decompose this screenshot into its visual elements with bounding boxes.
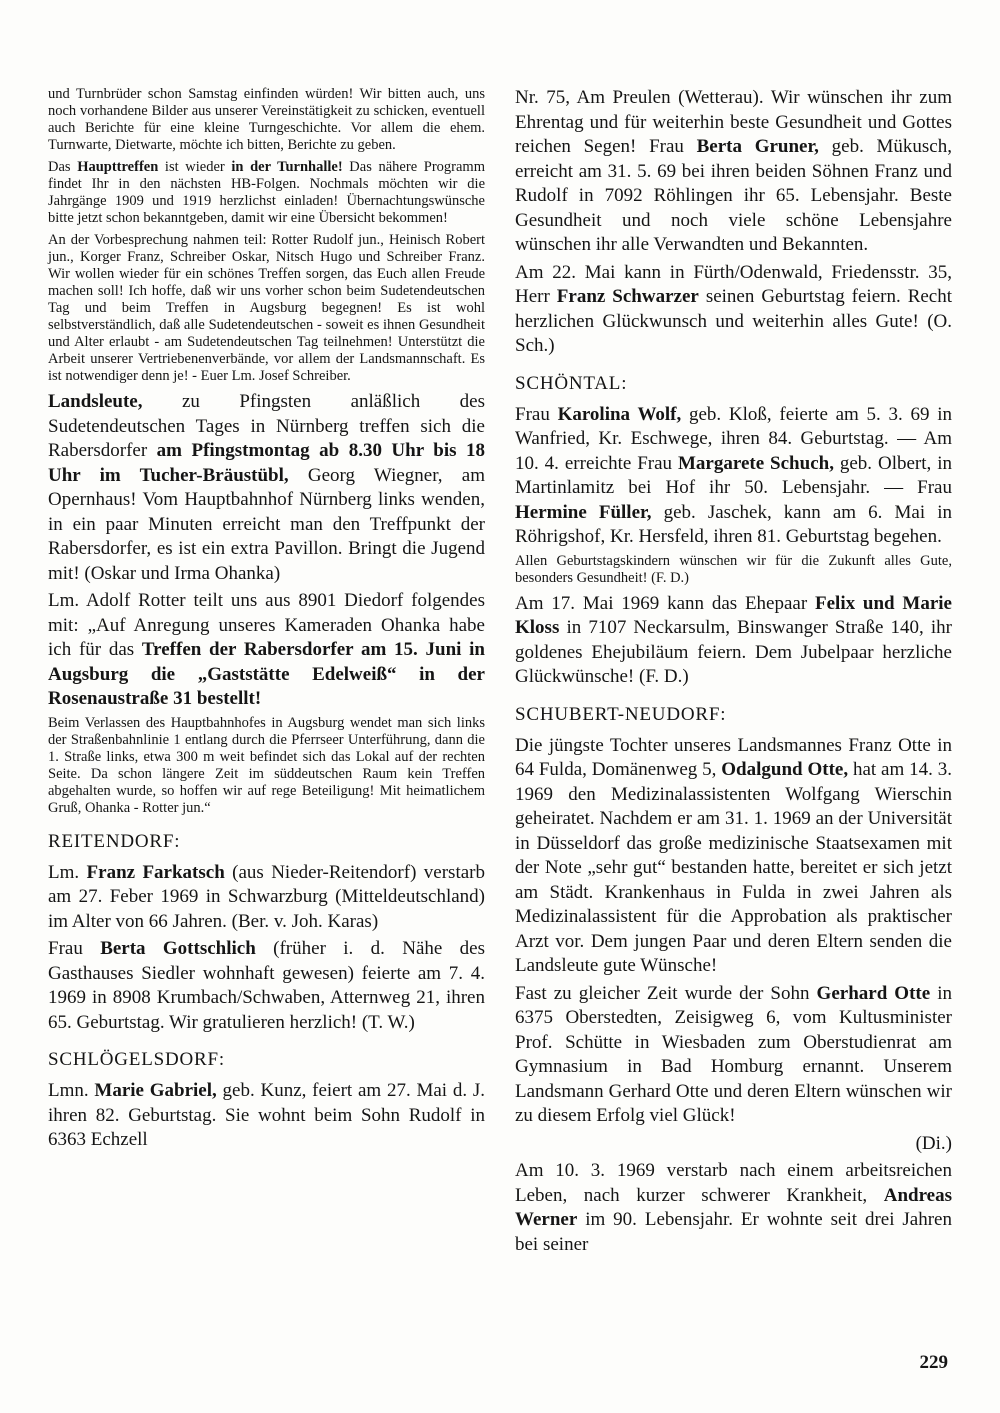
bold-text-run: Treffen der Rabersdorfer am 15. Juni in Augsburg die „Gaststätte Edelweiß“ in der Rosenaustraße 31 bestellt! — [48, 639, 485, 709]
section-heading — [515, 703, 952, 727]
bold-text-run: am Pfingstmontag ab 8.30 Uhr bis 18 Uhr im Tucher-Bräustübl, — [48, 440, 485, 486]
text-run: SCHLÖGELSDORF: — [48, 1049, 225, 1070]
text-run: in 7107 Neckarsulm, Binswanger Straße 140, ihr goldenes Ehejubiläum feiern. Dem Jubelpaar herzliche Glückwünsche! (F. D.) — [515, 617, 952, 687]
text-run: geb. Mükusch, erreicht am 31. 5. 69 bei ihren beiden Söhnen Franz und Rudolf in 7092 Röhlingen ihr 65. Lebensjahr. Beste Gesundheit und noch viele schöne Lebensjahre wünschen ihr alle Verwandten und Bekannten. — [515, 136, 952, 255]
paragraph — [48, 390, 485, 586]
bold-text-run: in der Turnhalle! — [231, 159, 343, 175]
bold-text-run: Odalgund Otte, — [721, 759, 849, 780]
text-run: REITENDORF: — [48, 830, 181, 852]
paragraph-small — [48, 232, 485, 385]
text-run: An der Vorbesprechung nahmen teil: Rotter Rudolf jun., Heinisch Robert jun., Korger Franz, Schreiber Oskar, Nitsch Hugo und Schreiber Franz. Wir wollen wieder für ein schönes Treffen sorgen, das Euch allen Freude machen soll! Ich hoffe, daß wir uns vorher schon beim Sudetendeutschen Tag und beim Treffen in Augsburg begegnen! Es ist wohl selbstverständlich, daß alle Sudetendeutschen - soweit es ihnen Gesundheit und Alter erlaubt - am Sudetendeutschen Tag teilnehmen! Unterstützt die Arbeit unserer Vertriebenenverbände, vor allem der Landsmannschaft. Es ist notwendiger denn je! - Euer Lm. Josef Schreiber. — [48, 232, 485, 384]
paragraph-small — [48, 86, 485, 154]
text-run: Beim Verlassen des Hauptbahnhofes in Augsburg wendet man sich links der Straßenbahnlinie 1 entlang durch die Pferrseer Unterführung, dann die 1. Straße links, etwa 300 m weit befindet sich das Lokal auf der rechten Seite. Da schon längere Zeit im süddeutschen Raum kein Treffen abgehalten wurde, so hoffen wir auf rege Beteiligung! Mit heimatlichem Gruß, Ohanka - Rotter jun.“ — [48, 714, 485, 816]
page-number: 229 — [919, 1352, 948, 1373]
text-run: Am 17. Mai 1969 kann das Ehepaar — [515, 592, 815, 614]
text-run: Lm. — [48, 861, 87, 883]
text-columns — [48, 86, 952, 1260]
text-run: seinen Geburtstag feiern. Recht herzlichen Glückwunsch und weiterhin alles Gute! (O. Sch.) — [515, 286, 953, 356]
text-run: Lm. Adolf Rotter teilt uns aus 8901 Diedorf folgendes mit: „Auf Anregung unseres Kameraden Ohanka habe ich für das — [48, 590, 485, 660]
text-run: ist wieder — [158, 159, 232, 175]
text-run: geb. Kloß, feierte am 5. 3. 69 in Wanfried, Kr. Eschwege, ihren 84. Geburtstag. — Am 10. 4. erreichte Frau — [515, 403, 952, 474]
bold-text-run: Franz Schwarzer — [556, 286, 699, 307]
text-run: Am 22. Mai kann in Fürth/Odenwald, Friedensstr. 35, Herr — [515, 261, 952, 307]
text-run: geb. Jaschek, kann am 6. Mai in Röhrigshof, Kr. Hersfeld, ihren 81. Geburtstag begehen. — [515, 501, 952, 547]
paragraph — [515, 734, 952, 979]
text-run: Das nähere Programm findet Ihr in den nächsten HB-Folgen. Nochmals möchten wir die Jahrgänge 1909 und 1919 herzlichst einladen! Übernachtungswünsche bitte jetzt schon bekanntgeben, damit wir eine Übersicht bekommen! — [48, 159, 485, 226]
text-run: (Di.) — [915, 1132, 952, 1154]
bold-text-run: Hermine Füller, — [515, 501, 652, 523]
text-run: Das — [48, 159, 78, 175]
bold-text-run: Haupttreffen — [77, 159, 159, 175]
paragraph — [515, 982, 952, 1129]
paragraph — [515, 1159, 952, 1257]
paragraph — [515, 592, 952, 690]
text-run: Georg Wiegner, am Opernhaus! Vom Hauptbahnhof Nürnberg links wenden, in ein paar Minuten erreicht man den Treffpunkt der Rabersdorfer, es ist ein extra Pavillon. Bringt die Jugend mit! (Oskar und Irma Ohanka) — [48, 464, 485, 584]
bold-text-run: Landsleute, — [48, 391, 143, 412]
bold-text-run: Andreas Werner — [515, 1184, 952, 1230]
text-run: Frau — [48, 938, 101, 959]
text-run: Frau — [515, 403, 558, 425]
text-run: Fast zu gleicher Zeit wurde der Sohn — [515, 982, 817, 1004]
section-heading — [48, 1048, 485, 1072]
paragraph — [48, 589, 485, 712]
bold-text-run: Gerhard Otte — [816, 982, 931, 1004]
text-run: Nr. 75, Am Preulen (Wetterau). Wir wünschen ihr zum Ehrentag und für weiterhin beste Gesundheit und Gottes reichen Segen! Frau — [515, 87, 952, 157]
bold-text-run: Karolina Wolf, — [557, 403, 682, 425]
bold-text-run: Franz Farkatsch — [86, 861, 225, 883]
bold-text-run: Felix und Marie Kloss — [515, 592, 952, 638]
text-run: SCHUBERT-NEUDORF: — [515, 703, 727, 725]
left-column — [48, 86, 485, 1260]
bold-text-run: Berta Gruner, — [696, 136, 819, 157]
paragraph-small — [48, 715, 485, 817]
bold-text-run: Margarete Schuch, — [677, 452, 834, 474]
paragraph-small — [48, 159, 485, 227]
bold-text-run: Berta Gottschlich — [100, 938, 256, 959]
paragraph — [48, 937, 485, 1035]
paragraph — [515, 261, 952, 359]
paragraph — [515, 1132, 952, 1157]
text-run: Allen Geburtstagskindern wünschen wir für die Zukunft alles Gute, besonders Gesundheit! (F. D.) — [515, 552, 952, 586]
text-run: zu Pfingsten anläßlich des Sudetendeutschen Tages in Nürnberg treffen sich die Rabersdorfer — [48, 391, 485, 461]
text-run: im 90. Lebensjahr. Er wohnte seit drei Jahren bei seiner — [515, 1209, 952, 1255]
section-heading — [515, 372, 952, 396]
text-run: Lmn. — [48, 1080, 95, 1101]
paragraph — [515, 86, 952, 258]
section-heading — [48, 830, 485, 854]
paragraph — [48, 1079, 485, 1153]
paragraph — [515, 403, 952, 550]
text-run: (früher i. d. Nähe des Gasthauses Siedler wohnhaft gewesen) feierte am 7. 4. 1969 in 8908 Krumbach/Schwaben, Atternweg 21, ihren 65. Geburtstag. Wir gratulieren herzlich! (T. W.) — [48, 938, 485, 1033]
paragraph — [48, 861, 485, 935]
paragraph-small — [515, 553, 952, 587]
text-run: hat am 14. 3. 1969 den Medizinalassistenten Wolfgang Wierschin geheiratet. Nachdem er am 31. 1. 1969 an der Universität in Düsseldorf das große medizinische Staatsexamen mit der Note „sehr gut“ bestanden hatte, bereitet er sich jetzt am Städt. Krankenhaus in Fulda in zwei Jahren als Medizinalassistent für die Approbation als praktischer Arzt vor. Dem jungen Paar und deren Eltern senden die Landsleute gute Wünsche! — [515, 759, 952, 976]
text-run: (aus Nieder-Reitendorf) verstarb am 27. Feber 1969 in Schwarzburg (Mitteldeutschland) im Alter von 66 Jahren. (Ber. v. Joh. Karas) — [48, 861, 485, 932]
text-run: geb. Kunz, feiert am 27. Mai d. J. ihren 82. Geburtstag. Sie wohnt beim Sohn Rudolf in 6363 Echzell — [48, 1080, 485, 1150]
bold-text-run: Marie Gabriel, — [94, 1080, 217, 1101]
right-column — [515, 86, 952, 1260]
text-run: Die jüngste Tochter unseres Landsmannes Franz Otte in 64 Fulda, Domänenweg 5, — [515, 734, 952, 780]
text-run: und Turnbrüder schon Samstag einfinden würden! Wir bitten auch, uns noch vorhandene Bilder aus unserer Vereinstätigkeit zu schicken, eventuell auch Berichte für eine kleine Turngeschichte. Vor allem die ehem. Turnwarte, Dietwarte, möchte ich bitten, Berichte zu geben. — [48, 86, 485, 153]
text-run: in 6375 Oberstedten, Zeisigweg 6, vom Kultusminister Prof. Schütte in Wiesbaden zum Oberstudienrat am Gymnasium in Bad Homburg ernannt. Unserem Landsmann Gerhard Otte und deren Eltern wünschen wir zu diesem Erfolg viel Glück! — [515, 982, 953, 1126]
text-run: SCHÖNTAL: — [515, 372, 628, 394]
text-run: geb. Olbert, in Martinlamitz bei Hof ihr 50. Lebensjahr. — Frau — [515, 452, 952, 498]
text-run: Am 10. 3. 1969 verstarb nach einem arbeitsreichen Leben, nach kurzer schwerer Krankheit, — [515, 1160, 952, 1206]
